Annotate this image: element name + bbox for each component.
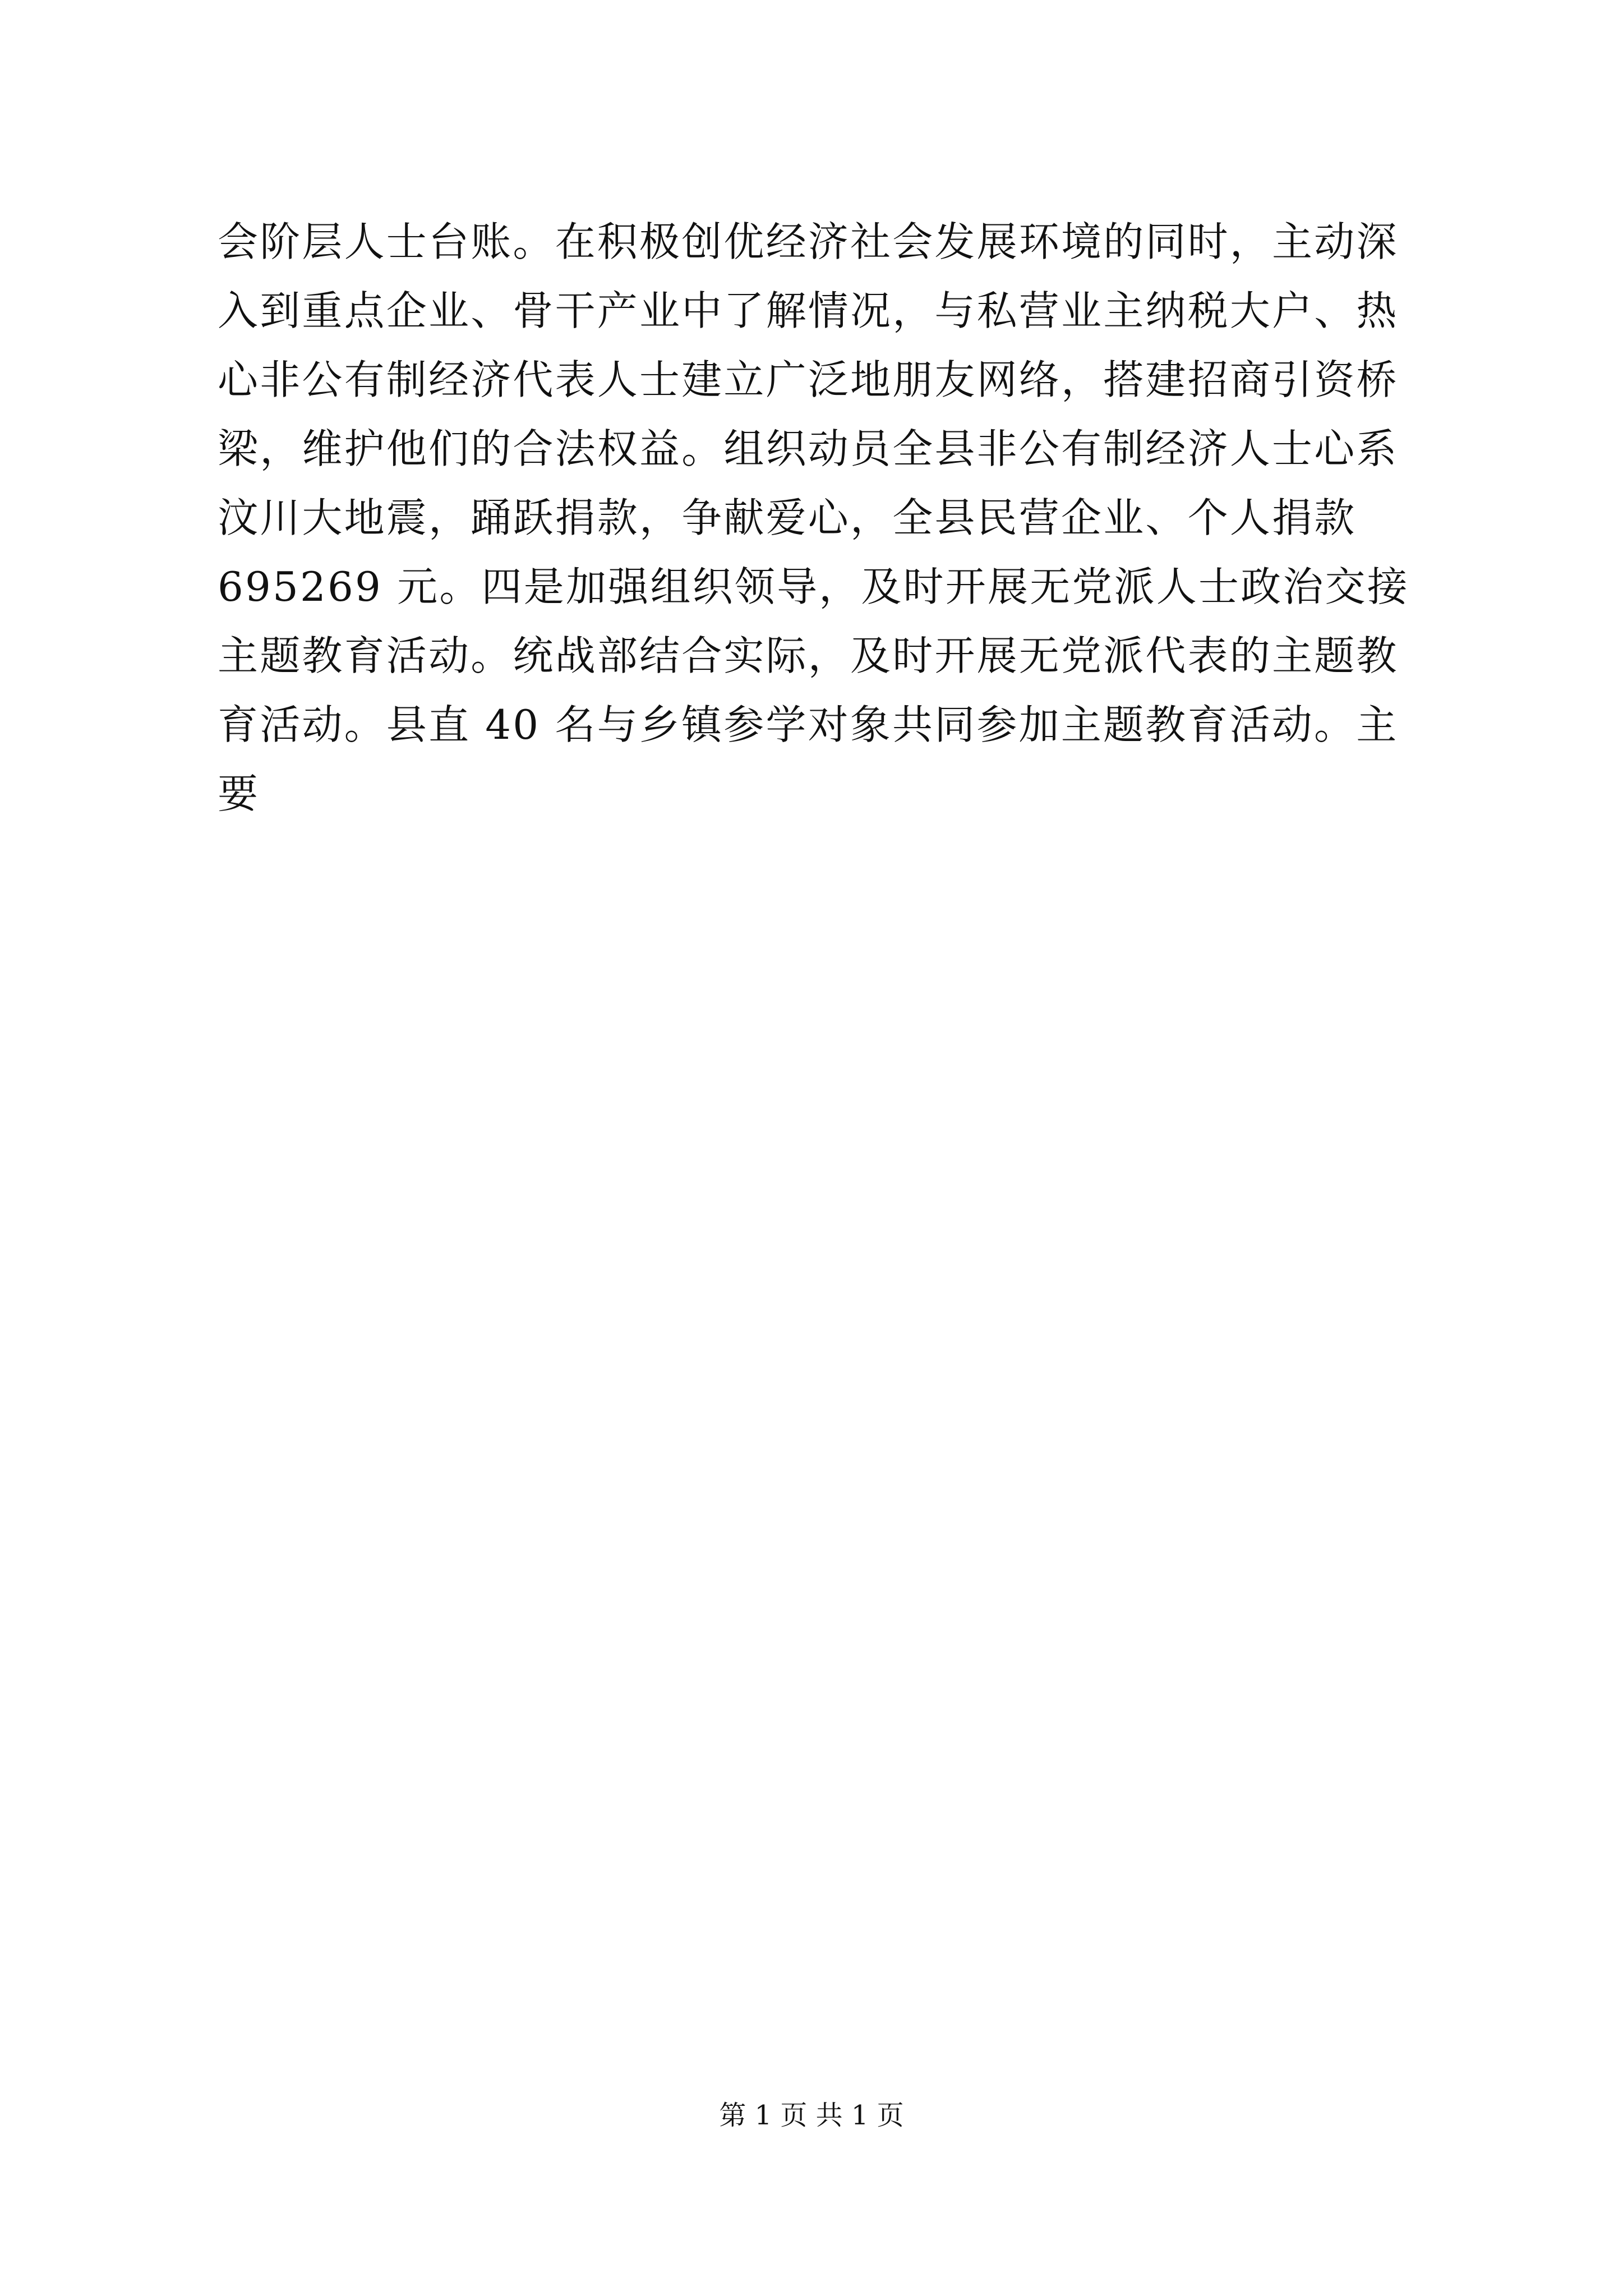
text-line-7: 主题教育活动。统战部结合实际，及时开展无党派代表的主题教 xyxy=(218,632,1399,679)
text-line-2: 入到重点企业、骨干产业中了解情况，与私营业主纳税大户、热 xyxy=(218,287,1399,334)
text-line-8: 育活动。县直 40 名与乡镇参学对象共同参加主题教育活动。主 xyxy=(218,701,1399,748)
text-line-9: 要 xyxy=(218,770,260,817)
text-line-5: 汶川大地震，踊跃捐款，争献爱心，全县民营企业、个人捐款 xyxy=(218,494,1357,541)
text-line-3: 心非公有制经济代表人士建立广泛地朋友网络，搭建招商引资桥 xyxy=(218,356,1399,403)
text-line-1: 会阶层人士台账。在积极创优经济社会发展环境的同时，主动深 xyxy=(218,218,1399,265)
text-line-6: 695269 元。四是加强组织领导，及时开展无党派人士政治交接 xyxy=(218,563,1409,610)
body-paragraph xyxy=(218,208,1429,829)
text-line-4: 梁，维护他们的合法权益。组织动员全县非公有制经济人士心系 xyxy=(218,425,1399,472)
page-footer: 第 1 页 共 1 页 xyxy=(719,2100,904,2131)
